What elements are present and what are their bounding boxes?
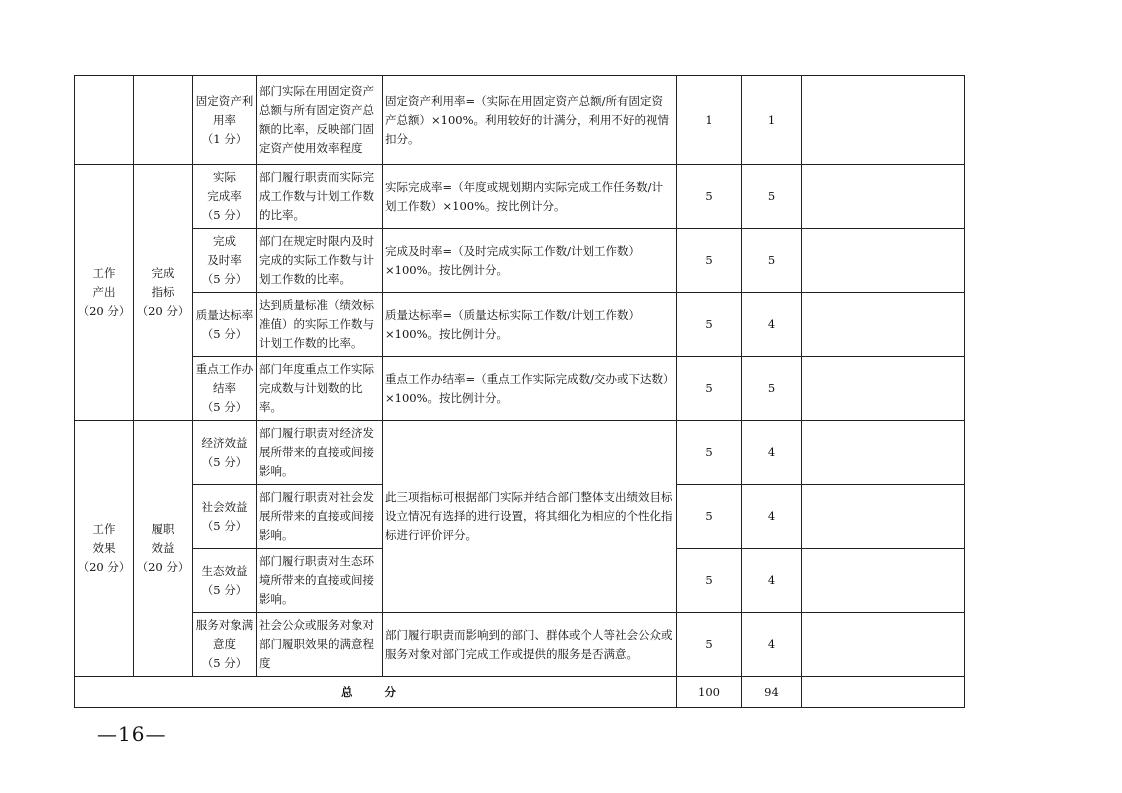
table-row [75, 293, 965, 357]
weight-cell: 5 [677, 229, 742, 293]
subcategory-cell: 完成 指标 （20 分） [134, 165, 193, 421]
indicator-cell: 实际 完成率 （5 分） [193, 165, 257, 229]
category-cell-empty [75, 76, 134, 165]
indicator-cell: 社会效益 （5 分） [193, 485, 257, 549]
definition-cell: 社会公众或服务对象对部门履职效果的满意程度 [257, 613, 383, 677]
formula-cell: 实际完成率=（年度或规划期内实际完成工作任务数/计划工作数）×100%。按比例计分。 [383, 165, 677, 229]
score-cell: 4 [742, 293, 802, 357]
remark-cell [802, 357, 965, 421]
table-row [75, 357, 965, 421]
indicator-cell: 经济效益 （5 分） [193, 421, 257, 485]
weight-cell: 5 [677, 165, 742, 229]
table-row [75, 76, 965, 165]
remark-cell [802, 549, 965, 613]
score-cell: 5 [742, 165, 802, 229]
remark-cell [802, 229, 965, 293]
indicator-cell: 生态效益 （5 分） [193, 549, 257, 613]
indicator-cell: 完成 及时率 （5 分） [193, 229, 257, 293]
performance-score-table [74, 75, 965, 708]
weight-cell: 1 [677, 76, 742, 165]
formula-cell: 部门履行职责而影响到的部门、群体或个人等社会公众或服务对象对部门完成工作或提供的服务是否满意。 [383, 613, 677, 677]
remark-cell [802, 613, 965, 677]
definition-cell: 部门履行职责对经济发展所带来的直接或间接影响。 [257, 421, 383, 485]
total-row [75, 677, 965, 708]
formula-cell: 质量达标率=（质量达标实际工作数/计划工作数）×100%。按比例计分。 [383, 293, 677, 357]
definition-cell: 部门年度重点工作实际完成数与计划数的比率。 [257, 357, 383, 421]
definition-cell: 部门履行职责而实际完成工作数与计划工作数的比率。 [257, 165, 383, 229]
remark-cell [802, 421, 965, 485]
formula-cell: 固定资产利用率=（实际在用固定资产总额/所有固定资产总额）×100%。利用较好的计满分，利用不好的视情扣分。 [383, 76, 677, 165]
weight-cell: 5 [677, 293, 742, 357]
remark-cell [802, 293, 965, 357]
shared-formula-cell: 此三项指标可根据部门实际并结合部门整体支出绩效目标设立情况有选择的进行设置，将其细化为相应的个性化指标进行评价评分。 [383, 421, 677, 613]
definition-cell: 部门实际在用固定资产总额与所有固定资产总额的比率，反映部门固定资产使用效率程度 [257, 76, 383, 165]
weight-cell: 5 [677, 549, 742, 613]
score-cell: 5 [742, 357, 802, 421]
subcategory-cell: 履职 效益 （20 分） [134, 421, 193, 677]
table-row [75, 613, 965, 677]
indicator-cell: 服务对象满 意度 （5 分） [193, 613, 257, 677]
weight-cell: 5 [677, 485, 742, 549]
formula-cell: 完成及时率=（及时完成实际工作数/计划工作数）×100%。按比例计分。 [383, 229, 677, 293]
score-cell: 4 [742, 613, 802, 677]
total-weight-cell: 100 [677, 677, 742, 708]
category-cell: 工作 效果 （20 分） [75, 421, 134, 677]
definition-cell: 达到质量标准（绩效标准值）的实际工作数与计划工作数的比率。 [257, 293, 383, 357]
weight-cell: 5 [677, 421, 742, 485]
page-number: —16— [97, 722, 167, 746]
remark-cell [802, 485, 965, 549]
score-cell: 4 [742, 485, 802, 549]
remark-cell [802, 677, 965, 708]
score-cell: 4 [742, 549, 802, 613]
score-cell: 4 [742, 421, 802, 485]
table-row [75, 421, 965, 485]
category-cell: 工作 产出 （20 分） [75, 165, 134, 421]
indicator-cell: 固定资产利 用率 （1 分） [193, 76, 257, 165]
formula-cell: 重点工作办结率=（重点工作实际完成数/交办或下达数）×100%。按比例计分。 [383, 357, 677, 421]
weight-cell: 5 [677, 613, 742, 677]
subcategory-cell-empty [134, 76, 193, 165]
score-cell: 5 [742, 229, 802, 293]
definition-cell: 部门在规定时限内及时完成的实际工作数与计划工作数的比率。 [257, 229, 383, 293]
total-score-cell: 94 [742, 677, 802, 708]
total-label: 总 分 [75, 677, 677, 708]
definition-cell: 部门履行职责对社会发展所带来的直接或间接影响。 [257, 485, 383, 549]
definition-cell: 部门履行职责对生态环境所带来的直接或间接影响。 [257, 549, 383, 613]
table-row [75, 229, 965, 293]
score-cell: 1 [742, 76, 802, 165]
remark-cell [802, 76, 965, 165]
indicator-cell: 质量达标率 （5 分） [193, 293, 257, 357]
indicator-cell: 重点工作办 结率 （5 分） [193, 357, 257, 421]
weight-cell: 5 [677, 357, 742, 421]
table-row [75, 165, 965, 229]
remark-cell [802, 165, 965, 229]
